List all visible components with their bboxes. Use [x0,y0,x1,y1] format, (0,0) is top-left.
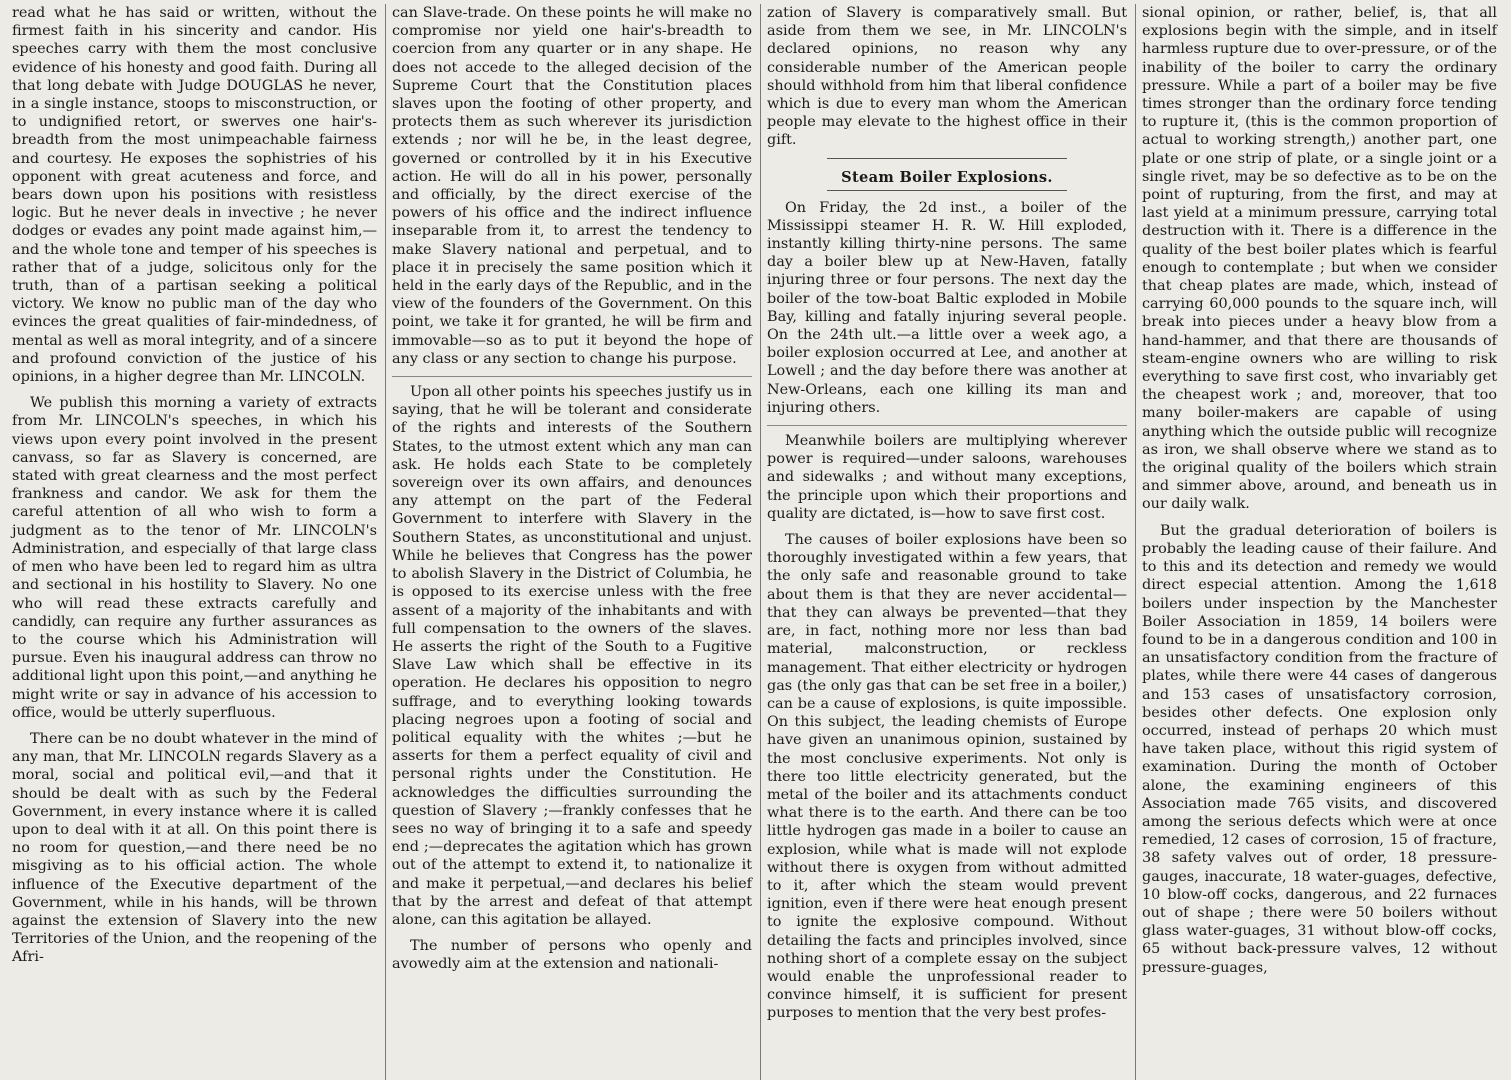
paragraph: On Friday, the 2d inst., a boiler of the Mississippi steamer H. R. W. Hill exploded, instantly killing thirty-nine persons. The same day a boiler blew up at New-Haven, fatally injuring three or four persons. The next day the boiler of the tow-boat Baltic exploded in Mobile Bay, killing and fatally injuring several people. On the 24th ult.—a little over a week ago, a boiler explosion occurred at Lee, and another at Lowell ; and the day before there was another at New-Orleans, each one killing its man and injuring others. [767,199,1127,416]
paragraph: There can be no doubt whatever in the mind of any man, that Mr. LINCOLN regards Slavery as a moral, social and political evil,—and that it should be dealt with as such by the Federal Government, in every instance where it is called upon to deal with it at all. On this point there is no room for question,—and there need be no misgiving as to his official action. The whole influence of the Executive department of the Government, while in his hands, will be thrown against the extension of Slavery into the new Territories of the Union, and the reopening of the Afri- [12,730,377,966]
divider [827,190,1067,191]
paragraph: zation of Slavery is comparatively small. But aside from them we see, in Mr. LINCOLN's declared opinions, no reason why any considerable number of the American people should withhold from him that liberal confidence which is due to every man whom the American people may elevate to the highest office in their gift. [767,5,1127,149]
paragraph: But the gradual deterioration of boilers is probably the leading cause of their failure. And to this and its detection and remedy we would direct especial attention. Among the 1,618 boilers under inspection by the Manchester Boiler Association in 1859, 14 boilers were found to be in a dangerous condition and 100 in an unsatisfactory condition from the fracture of plates, while there were 44 cases of dangerous and 153 cases of unsatisfactory corrosion, besides other defects. One explosion only occurred, instead of perhaps 20 which must have taken place, without this rigid system of examination. During the month of October alone, the examining engineers of this Association made 765 visits, and discovered among the serious defects which were at once remedied, 12 cases of corrosion, 15 of fracture, 38 safety valves out of order, 18 pressure-gauges, inaccurate, 18 water-guages, defective, 10 blow-off cocks, dangerous, and 22 furnaces out of shape ; there were 50 boilers without glass water-guages, 31 without blow-off cocks, 65 without back-pressure valves, 12 without pressure-guages, [1142,522,1497,976]
paragraph: We publish this morning a variety of extracts from Mr. LINCOLN's speeches, in which his views upon every point involved in the present canvass, so far as Slavery is concerned, are stated with great clearness and the most perfect frankness and candor. We ask for them the careful attention of all who wish to form a judgment as to the tenor of Mr. LINCOLN's Administration, and especially of that large class of men who have been led to regard him as ultra and sectional in his hostility to Slavery. No one who will read these extracts carefully and candidly, can require any further assurances as to the course which his Administration will pursue. Even his inaugural address can throw no additional light upon this point,—and anything he might write or say in advance of his accession to office, would be utterly superfluous. [12,395,377,721]
paragraph: Upon all other points his speeches justify us in saying, that he will be tolerant and considerate of the rights and interests of the Southern States, to the utmost extent which any man can ask. He holds each State to be completely sovereign over its own affairs, and denounces any attempt on the part of the Federal Government to interfere with Slavery in the Southern States, as unconstitutional and unjust. While he believes that Congress has the power to abolish Slavery in the District of Columbia, he is opposed to its exercise unless with the free assent of a majority of the inhabitants and with full compensation to the owners of the slaves. He asserts the right of the South to a Fugitive Slave Law which shall be effective in its operation. He declares his opposition to negro suffrage, and to everything looking towards placing negroes upon a footing of social and political equality with the whites ;—but he asserts for them a perfect equality of civil and personal rights under the Constitution. He acknowledges the difficulties surrounding the question of Slavery ;—frankly confesses that he sees no way of bringing it to a safe and speedy end ;—deprecates the agitation which has grown out of the attempt to extend it, to nationalize it and make it perpetual,—and declares his belief that by the arrest and defeat of that attempt alone, can this agitation be allayed. [392,384,752,928]
column-4 [1136,4,1505,1080]
paragraph: Meanwhile boilers are multiplying wherever power is required—under saloons, warehouses and sidewalks ; and without many exceptions, the principle upon which their proportions and quality are dictated, is—how to save first cost. [767,433,1127,522]
column-1 [6,4,386,1080]
paragraph: The causes of boiler explosions have been so thoroughly investigated within a few years, that the only safe and reasonable ground to take about them is that they are never accidental—that they can always be prevented—that they are, in fact, nothing more nor less than bad material, malconstruction, or reckless management. That either electricity or hydrogen gas (the only gas that can be set free in a boiler,) can be a cause of explosions, is quite impossible. On this subject, the leading chemists of Europe have given an unanimous opinion, sustained by the most conclusive experiments. Not only is there too little electricity generated, but the metal of the boiler and its attachments conduct what there is to the earth. And there can be too little hydrogen gas made in a boiler to cause an explosion, while what is made will not explode without there is oxygen from without admitted to it, after which the steam would prevent ignition, even if there were heat enough present to ignite the explosive compound. Without detailing the facts and principles involved, since nothing short of a complete essay on the subject would enable the unprofessional reader to convince himself, it is sufficient for present purposes to mention that the very best profes- [767,532,1127,1022]
paragraph: The number of persons who openly and avowedly aim at the extension and nationali- [392,938,752,973]
paragraph: can Slave-trade. On these points he will make no compromise nor yield one hair's-breadth to coercion from any quarter or in any shape. He does not accede to the alleged decision of the Supreme Court that the Constitution places slaves upon the footing of other property, and protects them as such wherever its jurisdiction extends ; nor will he be, in the least degree, governed or controlled by it in his Executive action. He will do all in his power, personally and officially, by the direct exercise of the powers of his office and the indirect influence inseparable from it, to arrest the tendency to make Slavery national and perpetual, and to place it in precisely the same position which it held in the early days of the Republic, and in the view of the founders of the Government. On this point, we take it for granted, he will be firm and immovable—so as to put it beyond the hope of any class or any section to change his purpose. [392,5,752,367]
paragraph: read what he has said or written, without the firmest faith in his sincerity and candor. His speeches carry with them the most conclusive evidence of his honesty and good faith. During all that long debate with Judge DOUGLAS he never, in a single instance, stoops to misconstruction, or to undignified retort, or swerves one hair's-breadth from the most unimpeachable fairness and courtesy. He exposes the sophistries of his opponent with great acuteness and force, and bears down upon his positions with resistless logic. But he never deals in invective ; he never dodges or evades any point made against him,—and the whole tone and temper of his speeches is rather that of a judge, solicitous only for the truth, than of a partisan seeking a political victory. We know no public man of the day who evinces the great qualities of fair-mindedness, of mental as well as moral integrity, and of a sincere and profound conviction of the justice of his opinions, in a higher degree than Mr. LINCOLN. [12,5,377,386]
paragraph: sional opinion, or rather, belief, is, that all explosions begin with the simple, and in itself harmless rupture due to over-pressure, or of the inability of the boiler to carry the ordinary pressure. While a part of a boiler may be five times stronger than the ordinary force tending to rupture it, (this is the common proportion of actual to working strength,) another part, one plate or one strip of plate, or a single joint or a single rivet, may be so defective as to be on the point of rupturing, from the first, and may at last yield at a minimum pressure, carrying total destruction with it. There is a difference in the quality of the best boiler plates which is fearful enough to contemplate ; but when we consider that cheap plates are made, which, instead of carrying 60,000 pounds to the square inch, will break into pieces under a heavy blow from a hand-hammer, and that there are thousands of steam-engine owners who are willing to risk everything to save first cost, who invariably get the cheapest work ; and, moreover, that too many boiler-makers are capable of using anything which the outside public will recognize as iron, we shall observe where we stand as to the original quality of the boilers which strain and simmer above, around, and beneath us in our daily walk. [1142,5,1497,513]
divider [767,425,1127,426]
column-2 [386,4,761,1080]
divider [392,376,752,377]
column-3 [761,4,1136,1080]
article-headline: Steam Boiler Explosions. [841,168,1053,186]
divider [827,158,1067,159]
